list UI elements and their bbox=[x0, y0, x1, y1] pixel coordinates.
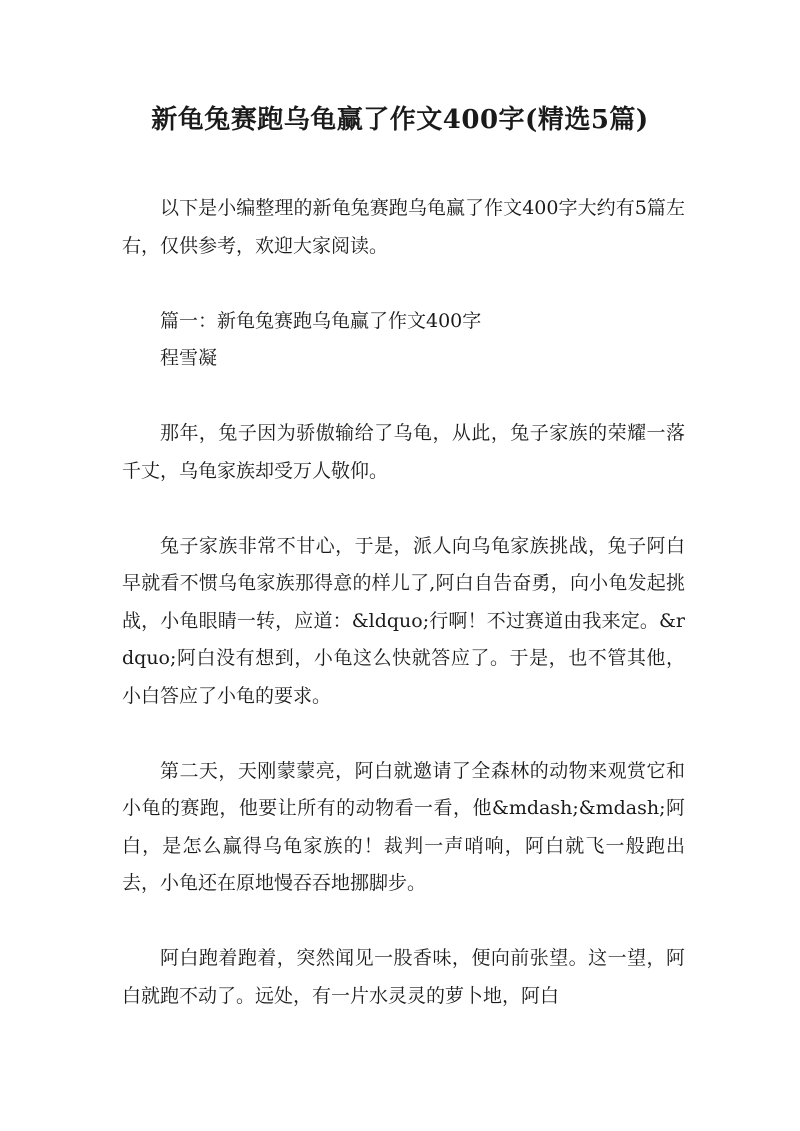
document-body bbox=[122, 190, 685, 1053]
author-name: 程雪凝 bbox=[160, 347, 218, 369]
section-heading: 篇一：新龟兔赛跑乌龟赢了作文400字 bbox=[160, 309, 482, 332]
body-paragraph: 阿白跑着跑着，突然闻见一股香味，便向前张望。这一望，阿白就跑不动了。远处，有一片水灵灵的萝卜地，阿白 bbox=[122, 947, 685, 1007]
intro-paragraph: 以下是小编整理的新龟兔赛跑乌龟赢了作文400字大约有5篇左右，仅供参考，欢迎大家阅读。 bbox=[122, 197, 685, 257]
document-title: 新龟兔赛跑乌龟赢了作文400字(精选5篇) bbox=[151, 105, 649, 135]
body-paragraph: 兔子家族非常不甘心，于是，派人向乌龟家族挑战，兔子阿白早就看不惯乌龟家族那得意的样儿了,阿白自告奋勇，向小龟发起挑战，小龟眼睛一转，应道：&ldquo;行啊！不过赛道由我来定。&rdquo;阿白没有想到，小龟这么快就答应了。于是，也不管其他，小白答应了小龟的要求。 bbox=[122, 534, 685, 707]
body-paragraph: 那年，兔子因为骄傲输给了乌龟，从此，兔子家族的荣耀一落千丈，乌龟家族却受万人敬仰。 bbox=[122, 422, 685, 482]
body-paragraph: 第二天，天刚蒙蒙亮，阿白就邀请了全森林的动物来观赏它和小龟的赛跑，他要让所有的动物看一看，他&mdash;&mdash;阿白，是怎么赢得乌龟家族的！裁判一声哨响，阿白就飞一般跑出去，小龟还在原地慢吞吞地挪脚步。 bbox=[122, 759, 685, 894]
